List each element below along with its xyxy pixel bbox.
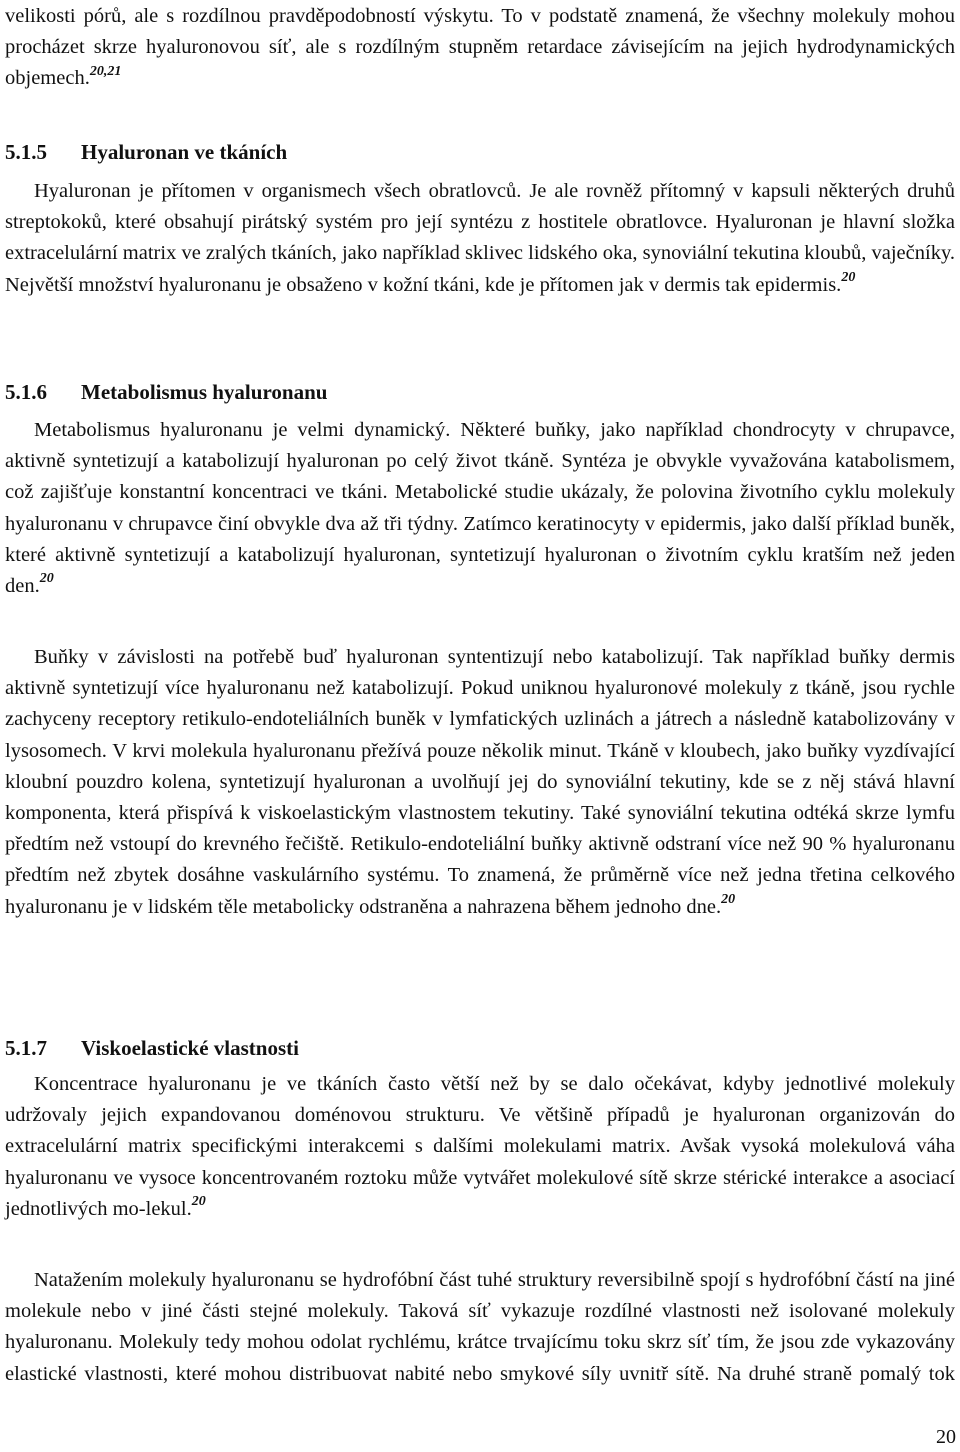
paragraph-text: Metabolismus hyaluronanu je velmi dynamický. Některé buňky, jako například chondrocyty v chrupavce, aktivně syntetizují a katabolizují hyaluronan po celý život tkáně. Syntéza je obvykle vyvažována katabolismem, což zajišťuje konstantní koncentraci ve tkáni. Metabolické studie ukázaly, že polovina životního cyklu molekuly hyaluronanu v chrupavce činí obvykle dva až tři týdny. Zatímco keratinocyty v epidermis, jako další příklad buněk, které aktivně syntetizují a katabolizují hyaluronan, syntetizují hyaluronan o životním cyklu kratším než jeden den. — [5, 419, 955, 598]
paragraph-viscoelastic-1 — [5, 1069, 955, 1225]
citation-ref: 20 — [721, 891, 736, 907]
paragraph-metabolism-1 — [5, 415, 955, 602]
paragraph-text: velikosti pórů, ale s rozdílnou pravděpodobností výskytu. To v podstatě znamená, že všechny molekuly mohou procházet skrze hyaluronovou síť, ale s rozdílným stupněm retardace závisejícím na jejich hydrodynamických objemech. — [5, 5, 955, 90]
section-heading-5-1-6 — [5, 378, 327, 406]
section-title: Metabolismus hyaluronanu — [81, 380, 328, 404]
citation-ref: 20 — [841, 269, 856, 285]
citation-ref: 20 — [39, 571, 54, 587]
page-number: 20 — [936, 1426, 956, 1448]
section-title: Hyaluronan ve tkáních — [81, 140, 288, 164]
paragraph-metabolism-2 — [5, 642, 955, 923]
section-number: 5.1.5 — [5, 140, 47, 164]
section-title: Viskoelastické vlastnosti — [81, 1036, 299, 1060]
citation-ref: 20,21 — [89, 63, 122, 79]
paragraph-text: Buňky v závislosti na potřebě buď hyaluronan syntentizují nebo katabolizují. Tak například buňky dermis aktivně syntetizují více hyaluronanu než katabolizují. Pokud uniknou hyaluronové molekuly z tkáně, jsou rychle zachyceny receptory retikulo-endoteliálních buněk v lymfatických uzlinách a játrech a následně katabolizovány v lysosomech. V krvi molekula hyaluronanu přežívá pouze několik minut. Tkáně v kloubech, jako buňky vyzdívající kloubní pouzdro kolena, syntetizují hyaluronan a uvolňují jej do synoviální tekutiny, kde se z něj stává hlavní komponenta, která přispívá k viskoelastickým vlastnostem tekutiny. Také synoviální tekutina odtéká skrze lymfu předtím než vstoupí do krevného řečiště. Retikulo-endoteliální buňky aktivně odstraní více než 90 % hyaluronanu předtím než zbytek dosáhne vaskulárního systému. To znamená, že průměrně více než jedna třetina celkového hyaluronanu je v lidském těle metabolicky odstraněna a nahrazena během jednoho dne. — [5, 646, 955, 918]
paragraph-hyaluronan-tissues — [5, 176, 955, 301]
paragraph-text: Hyaluronan je přítomen v organismech všech obratlovců. Je ale rovněž přítomný v kapsuli některých druhů streptokoků, které obsahují pirátský systém pro její syntézu z hostitele obratlovce. Hyaluronan je hlavní složka extracelulární matrix ve zralých tkáních, jako například sklivec lidského oka, synoviální tekutina kloubů, vaječníky. Největší množství hyaluronanu je obsaženo v kožní tkáni, kde je přítomen jak v dermis tak epidermis. — [5, 180, 955, 296]
paragraph-viscoelastic-2 — [5, 1265, 955, 1390]
paragraph-text: Natažením molekuly hyaluronanu se hydrofóbní část tuhé struktury reversibilně spojí s hydrofóbní částí na jiné molekule nebo v jiné části stejné molekuly. Taková síť vykazuje rozdílné vlastnosti než isolované molekuly hyaluronanu. Molekuly tedy mohou odolat rychlému, krátce trvajícímu toku skrz síť tím, že jsou zde vykazovány elastické vlastnosti, které mohou distribuovat nabité nebo smykové síly uvnitř sítě. Na druhé straně pomalý tok — [5, 1269, 955, 1385]
section-number: 5.1.6 — [5, 380, 47, 404]
citation-ref: 20 — [191, 1193, 206, 1209]
section-heading-5-1-5 — [5, 138, 287, 166]
paragraph-intro — [5, 1, 955, 95]
paragraph-text: Koncentrace hyaluronanu je ve tkáních často větší než by se dalo očekávat, kdyby jednotlivé molekuly udržovaly jejich expandovanou doménovou strukturu. Ve většině případů je hyaluronan organizován do extracelulární matrix specifickými interakcemi s dalšími molekulami matrix. Avšak vysoká molekulová váha hyaluronanu ve vysoce koncentrovaném roztoku může vytvářet molekulové sítě skrze stérické interakce a asociací jednotlivých mo-lekul. — [5, 1073, 955, 1220]
section-heading-5-1-7 — [5, 1034, 299, 1062]
section-number: 5.1.7 — [5, 1036, 47, 1060]
